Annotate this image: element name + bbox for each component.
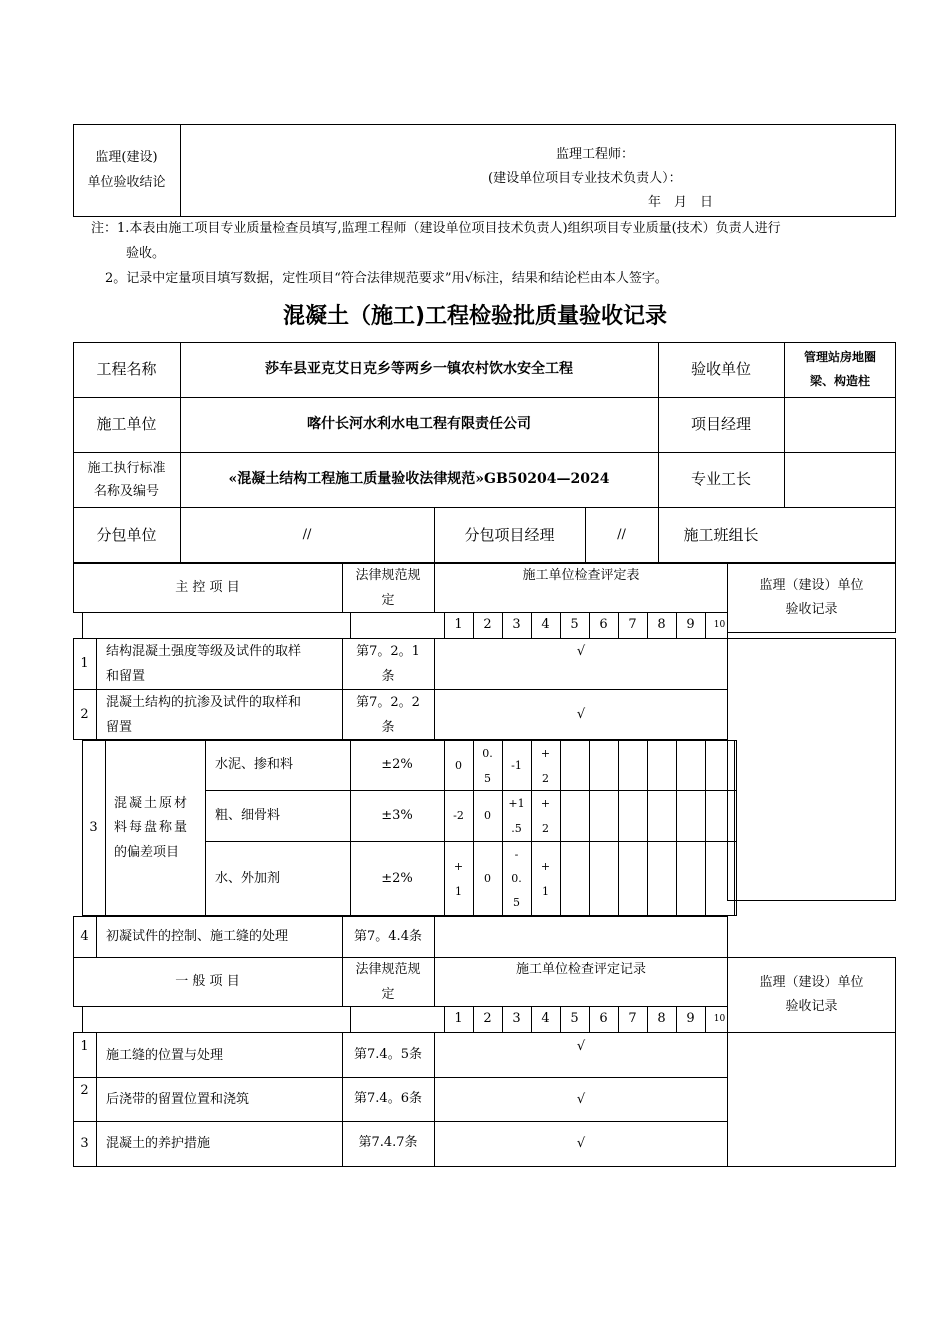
r3c-c4a: + (540, 860, 551, 873)
r3c-c3b: 0. (511, 872, 522, 885)
r3a-c4b: 2 (542, 772, 549, 785)
general-2-check: √ (576, 1092, 586, 1107)
note-2: 2。记录中定量项目填写数据，定性项目“符合法律规范要求”用√标注，结果和结论栏由本人签字。 (105, 271, 668, 286)
general-col-2: 2 (483, 1011, 492, 1026)
r3a-c2a: 0. (482, 747, 493, 760)
general-col-9: 9 (686, 1011, 695, 1026)
row-3-no: 3 (89, 820, 98, 835)
page-title: 混凝土（施工)工程检验批质量验收记录 (282, 304, 668, 329)
general-2-no: 2 (80, 1083, 89, 1098)
accept-unit-label: 验收单位 (690, 360, 751, 378)
main-std-1: 法律规范规 (355, 568, 421, 583)
row-1-item-a: 结构混凝土强度等级及试件的取样 (106, 644, 302, 659)
row-3b-name: 粗、细骨料 (215, 808, 281, 823)
general-3-check: √ (576, 1136, 586, 1151)
general-col-4: 4 (541, 1011, 550, 1026)
construction-unit-label: 施工单位 (96, 415, 157, 433)
row-1-no: 1 (80, 656, 89, 671)
row-4-no: 4 (80, 929, 89, 944)
construction-unit-value: 喀什长河水利水电工程有限责任公司 (307, 416, 531, 432)
standard-value: «混凝土结构工程施工质量验收法律规范»GB50204—2024 (228, 471, 610, 487)
r3b-c2: 0 (484, 809, 491, 822)
r3c-c3c: 5 (513, 896, 520, 909)
accept-unit-value-2: 梁、构造柱 (809, 374, 870, 388)
subcontract-value: // (302, 527, 312, 542)
general-col-10: 10 (713, 1014, 726, 1024)
general-std-1: 法律规范规 (355, 962, 421, 977)
row-2-std-1: 第7。2。2 (356, 695, 420, 710)
row-2-check: √ (576, 707, 586, 722)
main-check-title: 施工单位检查评定表 (522, 568, 640, 583)
main-std-2: 定 (381, 593, 395, 608)
r3c-c4b: 1 (542, 885, 549, 898)
row-3a-std: ±2% (381, 757, 413, 772)
general-col-5: 5 (570, 1011, 579, 1026)
row-4-std: 第7。4.4条 (354, 929, 422, 944)
main-sup-1: 监理（建设）单位 (759, 578, 864, 593)
general-2-item: 后浇带的留置位置和浇筑 (106, 1092, 250, 1107)
row-2-no: 2 (80, 707, 89, 722)
main-col-5: 5 (570, 617, 579, 632)
main-col-4: 4 (541, 617, 550, 632)
general-std-2: 定 (381, 987, 395, 1002)
general-check-title: 施工单位检查评定记录 (515, 962, 646, 977)
row-1-check: √ (576, 644, 586, 659)
r3a-c1: 0 (455, 759, 462, 772)
foreman-label: 专业工长 (690, 470, 751, 488)
r3c-c1b: 1 (455, 885, 462, 898)
general-sup-1: 监理（建设）单位 (759, 975, 864, 990)
standard-label-1: 施工执行标准 (87, 461, 166, 476)
general-1-std: 第7.4。5条 (354, 1047, 422, 1062)
standard-label-2: 名称及编号 (93, 484, 159, 499)
row-1-std-2: 条 (381, 669, 395, 684)
row-3a-name: 水泥、掺和料 (215, 757, 294, 772)
general-col-6: 6 (599, 1011, 608, 1026)
r3a-c2b: 5 (484, 772, 491, 785)
row-1-item-b: 和留置 (106, 669, 146, 684)
supervision-conclusion-box (73, 124, 896, 217)
row-2-item-b: 留置 (106, 720, 133, 735)
supervision-engineer: 监理工程师： (556, 147, 635, 162)
general-3-std: 第7.4.7条 (358, 1135, 418, 1150)
row-3-group-3: 的偏差项目 (114, 845, 180, 860)
row-2-std-2: 条 (381, 720, 395, 735)
general-1-check: √ (576, 1039, 586, 1054)
general-3-no: 3 (80, 1136, 89, 1151)
general-col-8: 8 (657, 1011, 666, 1026)
subcontract-label: 分包单位 (96, 526, 157, 544)
r3c-c1a: + (453, 860, 464, 873)
accept-unit-value-1: 管理站房地圈 (803, 350, 876, 364)
general-col-3: 3 (512, 1011, 521, 1026)
row-1-std-1: 第7。2。1 (356, 644, 420, 659)
main-col-2: 2 (483, 617, 492, 632)
general-1-no: 1 (80, 1039, 89, 1054)
r3c-c2: 0 (484, 872, 491, 885)
project-name-value: 莎车县亚克艾日克乡等两乡一镇农村饮水安全工程 (265, 361, 573, 377)
row-2-item-a: 混凝土结构的抗渗及试件的取样和 (106, 695, 302, 710)
main-col-3: 3 (512, 617, 521, 632)
row-3-group-2: 料每盘称量 (114, 820, 190, 835)
main-col-7: 7 (628, 617, 637, 632)
row-4-item: 初凝试件的控制、施工缝的处理 (106, 929, 289, 944)
main-col-1: 1 (454, 617, 463, 632)
main-control-title: 主 控 项 目 (175, 580, 240, 595)
r3b-c4b: 2 (542, 822, 549, 835)
row-3-group-1: 混凝土原材 (114, 796, 190, 811)
general-sup-2: 验收记录 (785, 999, 838, 1014)
note-1: 注：1.本表由施工项目专业质量检查员填写,监理工程师（建设单位项目技术负责人)组织项目专业质量(技术）负责人进行 (91, 221, 781, 236)
subcontract-pm-label: 分包项目经理 (464, 526, 555, 544)
main-sup-2: 验收记录 (785, 602, 838, 617)
general-2-std: 第7.4。6条 (354, 1091, 422, 1106)
r3b-c3a: +1 (508, 797, 525, 810)
supervision-label-1: 监理(建设) (95, 150, 158, 165)
team-leader-label: 施工班组长 (683, 526, 759, 544)
main-sup-record (727, 638, 896, 901)
r3b-c4a: + (540, 797, 551, 810)
row-3b-std: ±3% (381, 808, 413, 823)
r3a-c3: -1 (511, 759, 522, 772)
subcontract-pm-value: // (617, 527, 626, 542)
construction-responsible: (建设单位项目专业技术负责人）： (488, 171, 682, 186)
row-3c-name: 水、外加剂 (215, 871, 281, 886)
general-col-1: 1 (454, 1011, 463, 1026)
r3c-c3a: - (514, 848, 519, 861)
note-1-cont: 验收。 (126, 246, 166, 261)
r3a-c4a: + (540, 747, 551, 760)
supervision-label-2: 单位验收结论 (87, 175, 166, 190)
general-col-7: 7 (628, 1011, 637, 1026)
general-1-item: 施工缝的位置与处理 (106, 1048, 224, 1063)
main-col-10: 10 (713, 620, 726, 630)
project-manager-label: 项目经理 (690, 415, 751, 433)
project-name-label: 工程名称 (96, 360, 157, 378)
main-col-6: 6 (599, 617, 608, 632)
general-3-item: 混凝土的养护措施 (106, 1136, 211, 1151)
main-col-8: 8 (657, 617, 666, 632)
main-col-9: 9 (686, 617, 695, 632)
date-fields: 年 月 日 (648, 195, 714, 210)
r3b-c1: -2 (453, 809, 464, 822)
r3b-c3b: .5 (511, 822, 522, 835)
general-title: 一 般 项 目 (175, 974, 240, 989)
row-3c-std: ±2% (381, 871, 413, 886)
